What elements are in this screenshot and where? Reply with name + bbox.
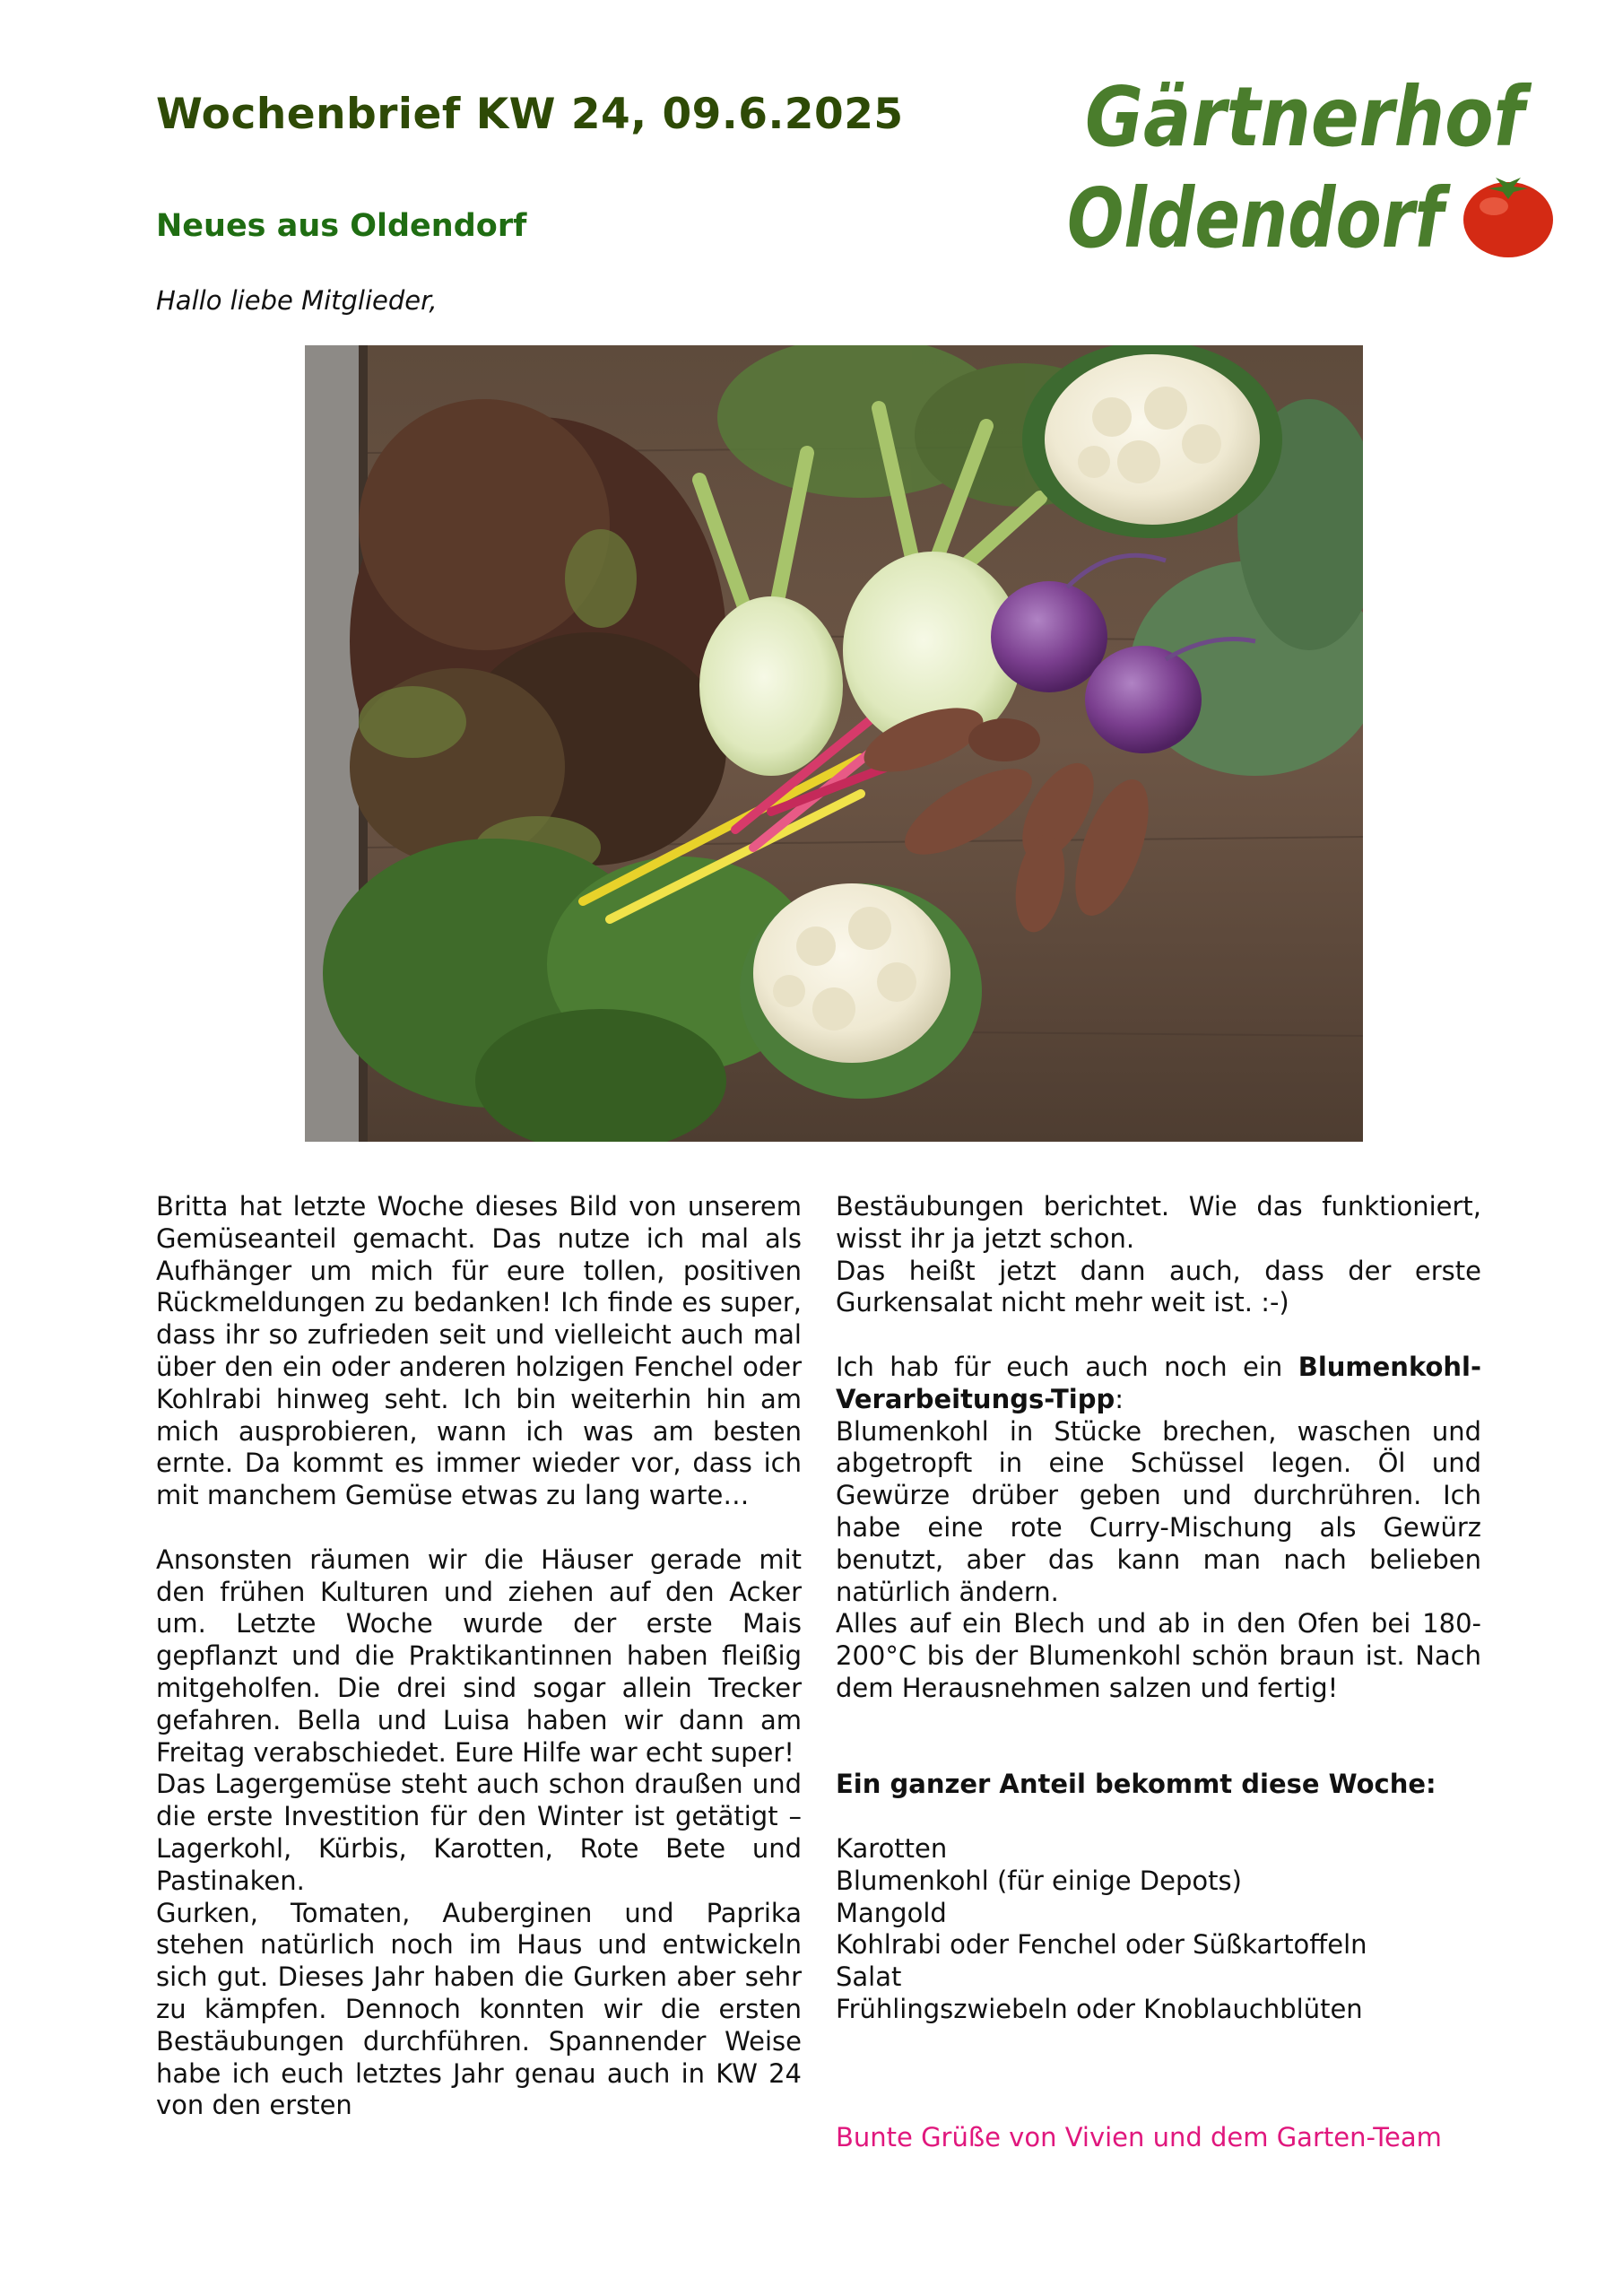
- closing-signature: Bunte Grüße von Vivien und dem Garten-Team: [836, 2122, 1442, 2153]
- section-title: Neues aus Oldendorf: [156, 208, 527, 244]
- share-heading: Ein ganzer Anteil bekommt diese Woche:: [836, 1769, 1436, 1800]
- tip-colon: :: [1115, 1383, 1124, 1414]
- list-item: Kohlrabi oder Fenchel oder Süßkartoffeln: [836, 1929, 1367, 1961]
- list-item: Mangold: [836, 1897, 947, 1928]
- paragraph: Das Lagergemüse steht auch schon draußen und die erste Investition für den Winter ist getätigt – Lagerkohl, Kürbis, Karotten, Rote Bete und Pastinaken.: [156, 1769, 802, 1896]
- paragraph: Britta hat letzte Woche dieses Bild von unserem Gemüseanteil gemacht. Das nutze ich mal als Aufhänger um mich für eure tollen, positiven Rückmeldungen zu bedanken! Ich finde es super, dass ihr so zufrieden seit und vielleicht auch mal über den ein oder anderen holzigen Fenchel oder Kohlrabi hinweg seht. Ich bin weiterhin hin am mich ausprobieren, wann ich was am besten ernte. Da kommt es immer wieder vor, dass ich mit manchem Gemüse etwas zu lang warte…: [156, 1191, 802, 1511]
- logo-line-1: Gärtnerhof: [1085, 69, 1532, 165]
- paragraph: Alles auf ein Blech und ab in den Ofen bei 180-200°C bis der Blumenkohl schön braun ist. Nach dem Herausnehmen salzen und fertig!: [836, 1608, 1481, 1703]
- paragraph: Gurken, Tomaten, Auberginen und Paprika stehen natürlich noch im Haus und entwickeln sich gut. Dieses Jahr haben die Gurken aber sehr zu kämpfen. Dennoch konnten wir die ersten Bestäubungen durchführen. Spannender Weise habe ich euch letztes Jahr genau auch in KW 24 von den ersten: [156, 1897, 802, 2121]
- logo-line-2: Oldendorf: [1067, 170, 1452, 266]
- left-column: [156, 1191, 802, 2122]
- list-item: Frühlingszwiebeln oder Knoblauchblüten: [836, 1993, 1363, 2024]
- paragraph: Blumenkohl in Stücke brechen, waschen und abgetropft in eine Schüssel legen. Öl und Gewürze drüber geben und durchrühren. Ich habe eine rote Curry-Mischung als Gewürz benutzt, aber das kann man nach belieben natürlich ändern.: [836, 1415, 1481, 1607]
- share-list: [836, 1833, 1481, 2026]
- tip-paragraph: [836, 1352, 1481, 1416]
- list-item: Karotten: [836, 1832, 948, 1864]
- tomato-icon: [1463, 178, 1553, 257]
- tip-intro: Ich hab für euch auch noch ein: [836, 1351, 1298, 1382]
- paragraph: Das heißt jetzt dann auch, dass der erste Gurkensalat nicht mehr weit ist. :-): [836, 1255, 1481, 1318]
- greeting: Hallo liebe Mitglieder,: [156, 285, 438, 316]
- tip-title: Blumenkohl-Verarbeitungs-Tipp: [836, 1351, 1481, 1414]
- right-column: [836, 1191, 1481, 2154]
- list-item: Salat: [836, 1961, 902, 1993]
- paragraph: Ansonsten räumen wir die Häuser gerade mit den frühen Kulturen und ziehen auf den Acker um. Letzte Woche wurde der erste Mais gepflanzt und die Praktikantinnen haben fleißig mitgeholfen. Die drei sind sogar allein Trecker gefahren. Bella und Luisa haben wir dann am Freitag verabschiedet. Eure Hilfe war echt super!: [156, 1544, 802, 1768]
- page-title: Wochenbrief KW 24, 09.6.2025: [156, 90, 904, 139]
- vegetable-harvest-photo: [305, 345, 1363, 1142]
- list-item: Blumenkohl (für einige Depots): [836, 1865, 1242, 1896]
- farm-logo: [1067, 63, 1569, 278]
- paragraph: Bestäubungen berichtet. Wie das funktioniert, wisst ihr ja jetzt schon.: [836, 1191, 1481, 1254]
